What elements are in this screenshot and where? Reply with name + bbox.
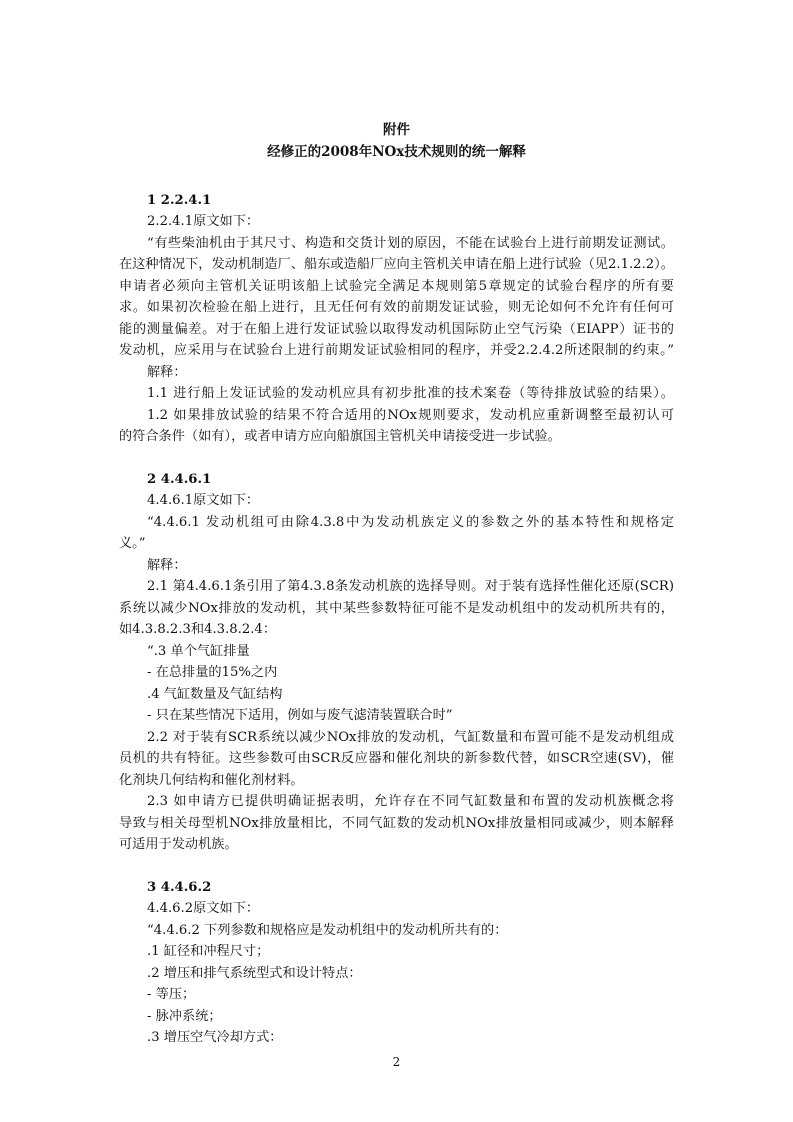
paragraph-line: .1 缸径和冲程尺寸； [147, 944, 270, 959]
annex-label: 附件 [383, 122, 410, 138]
paragraph-line: 在这种情况下，发动机制造厂、船东或造船厂应向主管机关申请在船上进行试验（见2.1.2.2）。 [119, 257, 674, 272]
paragraph-line: 可适用于发动机族。 [119, 837, 238, 852]
paragraph-line: 导致与相关母型机NOx排放量相比，不同气缸数的发动机NOx排放量相同或减少，则本解释 [119, 816, 674, 831]
paragraph-line: - 在总排量的15%之内 [147, 665, 278, 680]
paragraph-line: 2.2.4.1原文如下： [147, 214, 260, 229]
paragraph-line: 如4.3.8.2.3和4.3.8.2.4： [119, 622, 277, 637]
paragraph-line: - 等压； [147, 987, 196, 1002]
paragraph-line: 1.1 进行船上发证试验的发动机应具有初步批准的技术案卷（等待排放试验的结果）。 [147, 386, 674, 401]
paragraph-line: 申请者必须向主管机关证明该船上试验完全满足本规则第5章规定的试验台程序的所有要 [119, 279, 674, 294]
section-heading: 2 4.4.6.1 [147, 472, 212, 487]
paragraph-line: - 脉冲系统； [147, 1009, 222, 1024]
paragraph-line: “有些柴油机由于其尺寸、构造和交货计划的原因，不能在试验台上进行前期发证测试。 [147, 236, 674, 251]
paragraph-line: - 只在某些情况下适用，例如与废气滤清装置联合时” [147, 708, 453, 723]
paragraph-line: 的符合条件（如有），或者申请方应向船旗国主管机关申请接受进一步试验。 [119, 429, 561, 444]
section-heading: 1 2.2.4.1 [147, 193, 212, 208]
paragraph-line: 4.4.6.1原文如下： [147, 493, 260, 508]
paragraph-line: 义。” [119, 536, 146, 551]
paragraph-line: 能的测量偏差。对于在船上进行发证试验以取得发动机国际防止空气污染（EIAPP）证书的 [119, 322, 674, 337]
paragraph-line: 求。如果初次检验在船上进行，且无任何有效的前期发证试验，则无论如何不允许有任何可 [119, 300, 674, 315]
paragraph-line: 2.2 对于装有SCR系统以减少NOx排放的发动机，气缸数量和布置可能不是发动机组成 [147, 730, 674, 745]
paragraph-line: “4.4.6.2 下列参数和规格应是发动机组中的发动机所共有的： [147, 923, 508, 938]
paragraph-line: 员机的共有特征。这些参数可由SCR反应器和催化剂块的新参数代替，如SCR空速(SV)，催 [119, 751, 674, 766]
paragraph-line: 发动机，应采用与在试验台上进行前期发证试验相同的程序，并受2.2.4.2所述限制的约束。” [119, 343, 674, 358]
paragraph-line: 1.2 如果排放试验的结果不符合适用的NOx规则要求，发动机应重新调整至最初认可 [147, 408, 674, 423]
document-title: 经修正的2008年NOx技术规则的统一解释 [267, 144, 526, 160]
paragraph-line: 化剂块几何结构和催化剂材料。 [119, 773, 304, 788]
paragraph-line: 2.3 如申请方已提供明确证据表明，允许存在不同气缸数量和布置的发动机族概念将 [147, 794, 674, 809]
paragraph-line: 系统以减少NOx排放的发动机，其中某些参数特征可能不是发动机组中的发动机所共有的， [119, 601, 674, 616]
paragraph-line: 2.1 第4.4.6.1条引用了第4.3.8条发动机族的选择导则。对于装有选择性催化还原(SCR) [147, 579, 674, 594]
paragraph-line: 解释： [147, 365, 187, 380]
page-number: 2 [392, 1055, 401, 1069]
paragraph-line: “.3 单个气缸排量 [147, 644, 250, 659]
paragraph-line: .3 增压空气冷却方式： [147, 1030, 283, 1045]
paragraph-line: 4.4.6.2原文如下： [147, 901, 260, 916]
paragraph-line: “4.4.6.1 发动机组可由除4.3.8中为发动机族定义的参数之外的基本特性和规格定 [147, 515, 674, 530]
paragraph-line: 解释： [147, 558, 187, 573]
paragraph-line: .4 气缸数量及气缸结构 [147, 687, 283, 702]
section-heading: 3 4.4.6.2 [147, 880, 212, 895]
paragraph-line: .2 增压和排气系统型式和设计特点： [147, 966, 362, 981]
